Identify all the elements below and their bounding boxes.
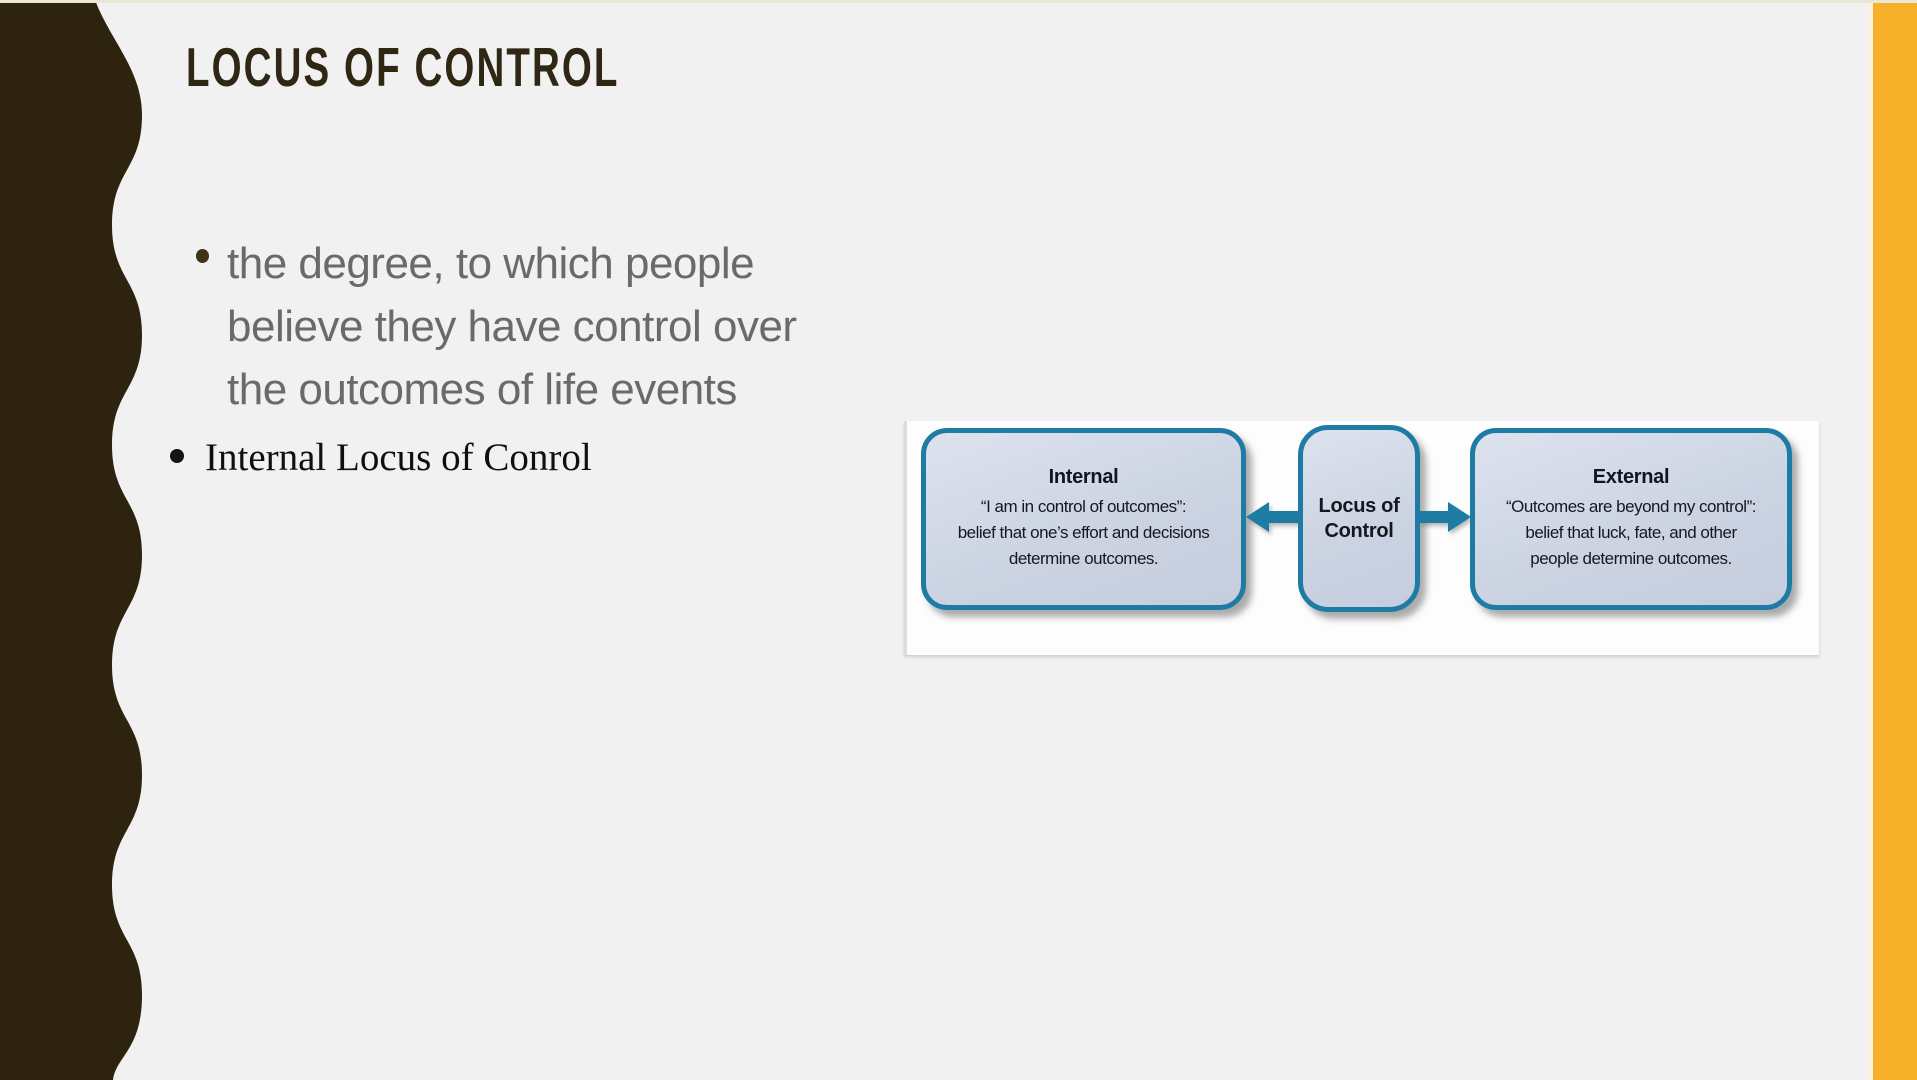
internal-box-title: Internal [1048,466,1119,488]
locus-of-control-box [1298,425,1420,612]
internal-box-line: belief that one’s effort and decisions [957,523,1210,542]
internal-box [921,428,1246,610]
bullet-line: the degree, to which people [227,239,755,288]
center-box-line: Control [1324,519,1394,542]
bullet-text [227,232,797,421]
right-accent-bar [1873,0,1917,1080]
external-box [1470,428,1792,610]
locus-of-control-diagram [904,421,1819,655]
external-box-line: people determine outcomes. [1530,549,1732,568]
arrow-right-icon [1419,501,1471,533]
bullet-item-internal-locus [170,435,592,481]
internal-box-line: determine outcomes. [1008,549,1159,568]
bullet-dot-icon [170,449,184,463]
left-wavy-ribbon [0,0,150,1080]
bullet-dot-icon [196,249,209,263]
center-box-line: Locus of [1318,494,1400,517]
external-box-title: External [1592,466,1670,488]
bullet-text: Internal Locus of Conrol [205,436,592,479]
external-box-line: belief that luck, fate, and other [1525,523,1737,542]
external-box-line: “Outcomes are beyond my control”: [1506,497,1756,516]
bullet-line: the outcomes of life events [227,365,737,414]
arrow-left-icon [1246,501,1298,533]
bullet-line: believe they have control over [227,302,797,351]
top-edge-line [0,0,1917,3]
slide-title: LOCUS OF CONTROL [186,36,620,98]
bullet-item-degree [196,232,797,421]
internal-box-line: “I am in control of outcomes”: [980,497,1187,516]
